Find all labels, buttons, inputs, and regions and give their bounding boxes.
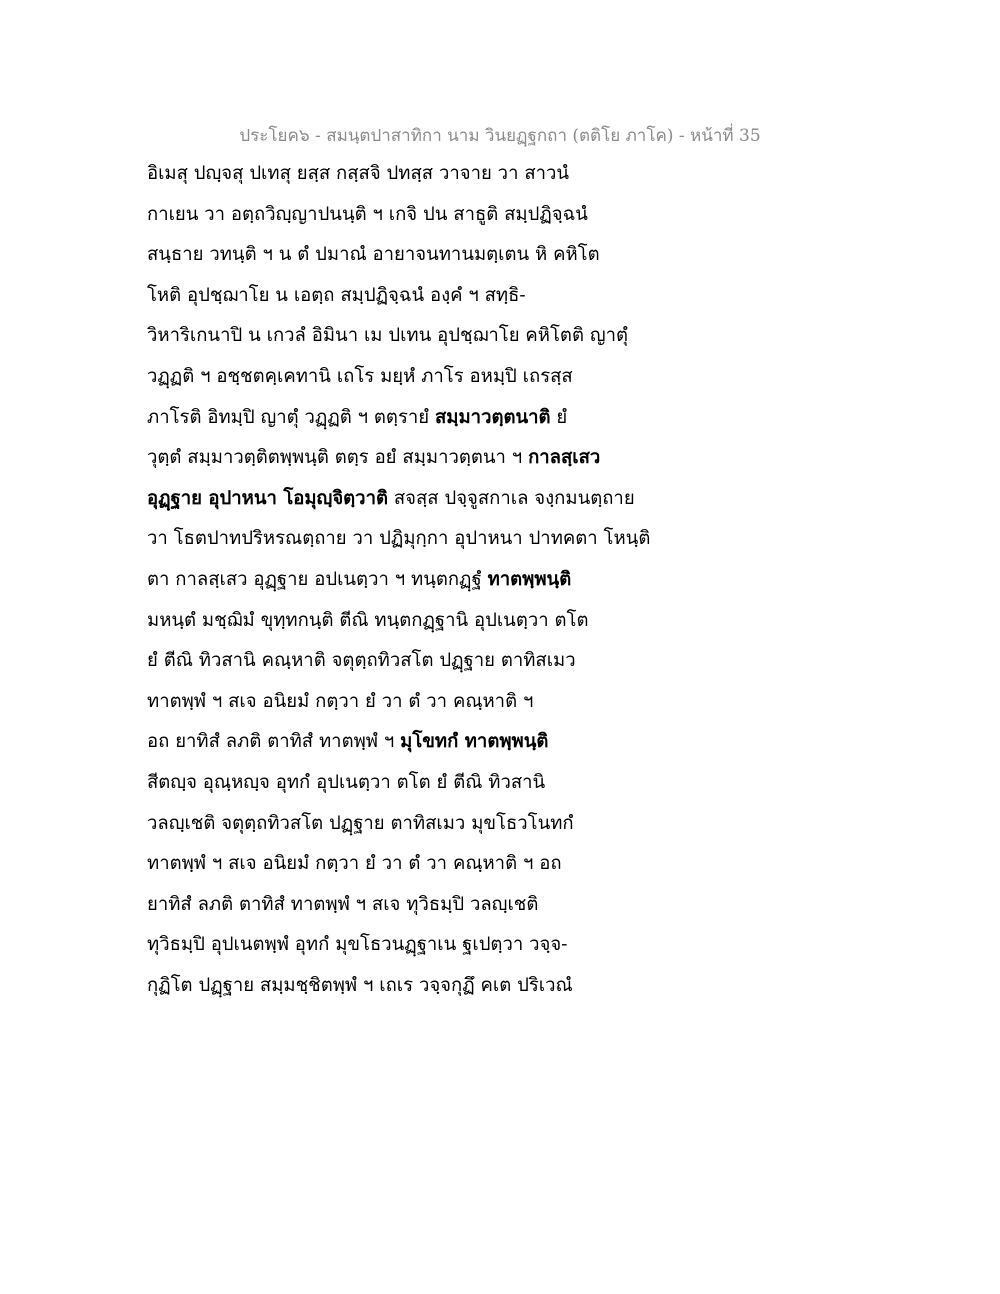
text-segment: วุตฺตํ สมฺมาวตฺติตพฺพนฺติ ตตฺร อยํ สมฺมาวตฺตนา ฯ — [147, 447, 529, 469]
text-line — [147, 766, 707, 807]
text-line — [147, 604, 707, 645]
text-segment: อถ ยาทิสํ ลภติ ตาทิสํ ทาตพฺพํ ฯ — [147, 731, 401, 753]
text-line — [147, 888, 707, 929]
text-segment: วลญฺเชติ จตุตฺถทิวสโต ปฏฺฐาย ตาทิสเมว มุขโธวโนทกํ — [147, 812, 574, 834]
bold-term: ทาตพฺพนฺติ — [487, 568, 572, 590]
body-text — [147, 157, 707, 1009]
text-segment: ยาทิสํ ลภติ ตาทิสํ ทาตพฺพํ ฯ สเจ ทุวิธมฺปิ วลญฺเชติ — [147, 893, 539, 915]
text-line — [147, 401, 707, 442]
text-segment: ทาตพฺพํ ฯ สเจ อนิยมํ กตฺวา ยํ วา ตํ วา คณฺหาติ ฯ — [147, 690, 534, 712]
text-segment: วิหาริเกนาปิ น เกวลํ อิมินา เม ปเทน อุปชฺฌาโย คหิโตติ ญาตุํ — [147, 325, 628, 347]
text-segment: ยํ ตีณิ ทิวสานิ คณฺหาติ จตุตฺถทิวสโต ปฏฺฐาย ตาทิสเมว — [147, 650, 576, 672]
text-line — [147, 319, 707, 360]
text-segment: วา โธตปาทปริหรณตฺถาย วา ปฏิมุกฺกา อุปาหนา ปาทคตา โหนฺติ — [147, 528, 651, 550]
text-line — [147, 685, 707, 726]
text-line — [147, 644, 707, 685]
text-segment: สจสฺส ปจฺจูสกาเล จงฺกมนตฺถาย — [387, 487, 635, 509]
text-line — [147, 928, 707, 969]
bold-term: อุฏฺฐาย อุปาหนา โอมุญฺจิตฺวาติ — [147, 487, 388, 509]
text-line — [147, 238, 707, 279]
text-line — [147, 482, 707, 523]
text-line — [147, 725, 707, 766]
text-line — [147, 807, 707, 848]
text-line — [147, 563, 707, 604]
text-segment: กาเยน วา อตฺถวิญฺญาปนนฺติ ฯ เกจิ ปน สาธูติ สมฺปฏิจฺฉนํ — [147, 203, 588, 225]
text-segment: วฏฺฏติ ฯ อชฺชตคฺเคทานิ เถโร มยฺหํ ภาโร อหมฺปิ เถรสฺส — [147, 365, 573, 387]
page-header: ประโยค๖ - สมนฺตปาสาทิกา นาม วินยฏฺฐกถา (ตติโย ภาโค) - หน้าที่ 35 — [239, 126, 761, 146]
text-line — [147, 279, 707, 320]
bold-term: สมฺมาวตฺตนาติ — [435, 406, 551, 428]
bold-term: กาลสฺเสว — [528, 447, 601, 469]
text-segment: อิเมสุ ปญฺจสุ ปเทสุ ยสฺส กสฺสจิ ปทสฺส วาจาย วา สาวนํ — [147, 163, 570, 184]
text-segment: ภาโรติ อิทมฺปิ ญาตุํ วฏฺฏติ ฯ ตตฺรายํ — [147, 406, 435, 428]
text-segment: ยํ — [550, 406, 568, 428]
text-segment: มหนฺตํ มชฺฌิมํ ขุทฺทกนฺติ ตีณิ ทนฺตกฏฺฐานิ อุปเนตฺวา ตโต — [147, 609, 589, 631]
text-segment: สนฺธาย วทนฺติ ฯ น ตํ ปมาณํ อายาจนทานมตฺเตน หิ คหิโต — [147, 244, 600, 266]
text-line — [147, 441, 707, 482]
text-segment: ทุวิธมฺปิ อุปเนตพฺพํ อุทกํ มุขโธวนฏฺฐาเน ฐเปตฺวา วจฺจ- — [147, 934, 568, 956]
text-line — [147, 198, 707, 239]
text-segment: กุฏิโต ปฏฺฐาย สมฺมชฺชิตพฺพํ ฯ เถเร วจฺจกุฏึ คเต ปริเวณํ — [147, 974, 573, 996]
text-line — [147, 360, 707, 401]
text-segment: โหติ อุปชฺฌาโย น เอตฺถ สมฺปฏิจฺฉนํ องฺคํ ฯ สทฺธิ- — [147, 284, 526, 306]
text-line — [147, 847, 707, 888]
text-segment: สีตญฺจ อุณฺหญฺจ อุทกํ อุปเนตฺวา ตโต ยํ ตีณิ ทิวสานิ — [147, 771, 546, 793]
text-segment: ทาตพฺพํ ฯ สเจ อนิยมํ กตฺวา ยํ วา ตํ วา คณฺหาติ ฯ อถ — [147, 853, 562, 875]
text-line — [147, 522, 707, 563]
bold-term: มุโขทกํ ทาตพฺพนฺติ — [400, 731, 549, 753]
text-line — [147, 157, 707, 198]
text-line — [147, 969, 707, 1010]
text-segment: ตา กาลสฺเสว อุฏฺฐาย อปเนตฺวา ฯ ทนฺตกฏฺฐํ — [147, 568, 488, 590]
